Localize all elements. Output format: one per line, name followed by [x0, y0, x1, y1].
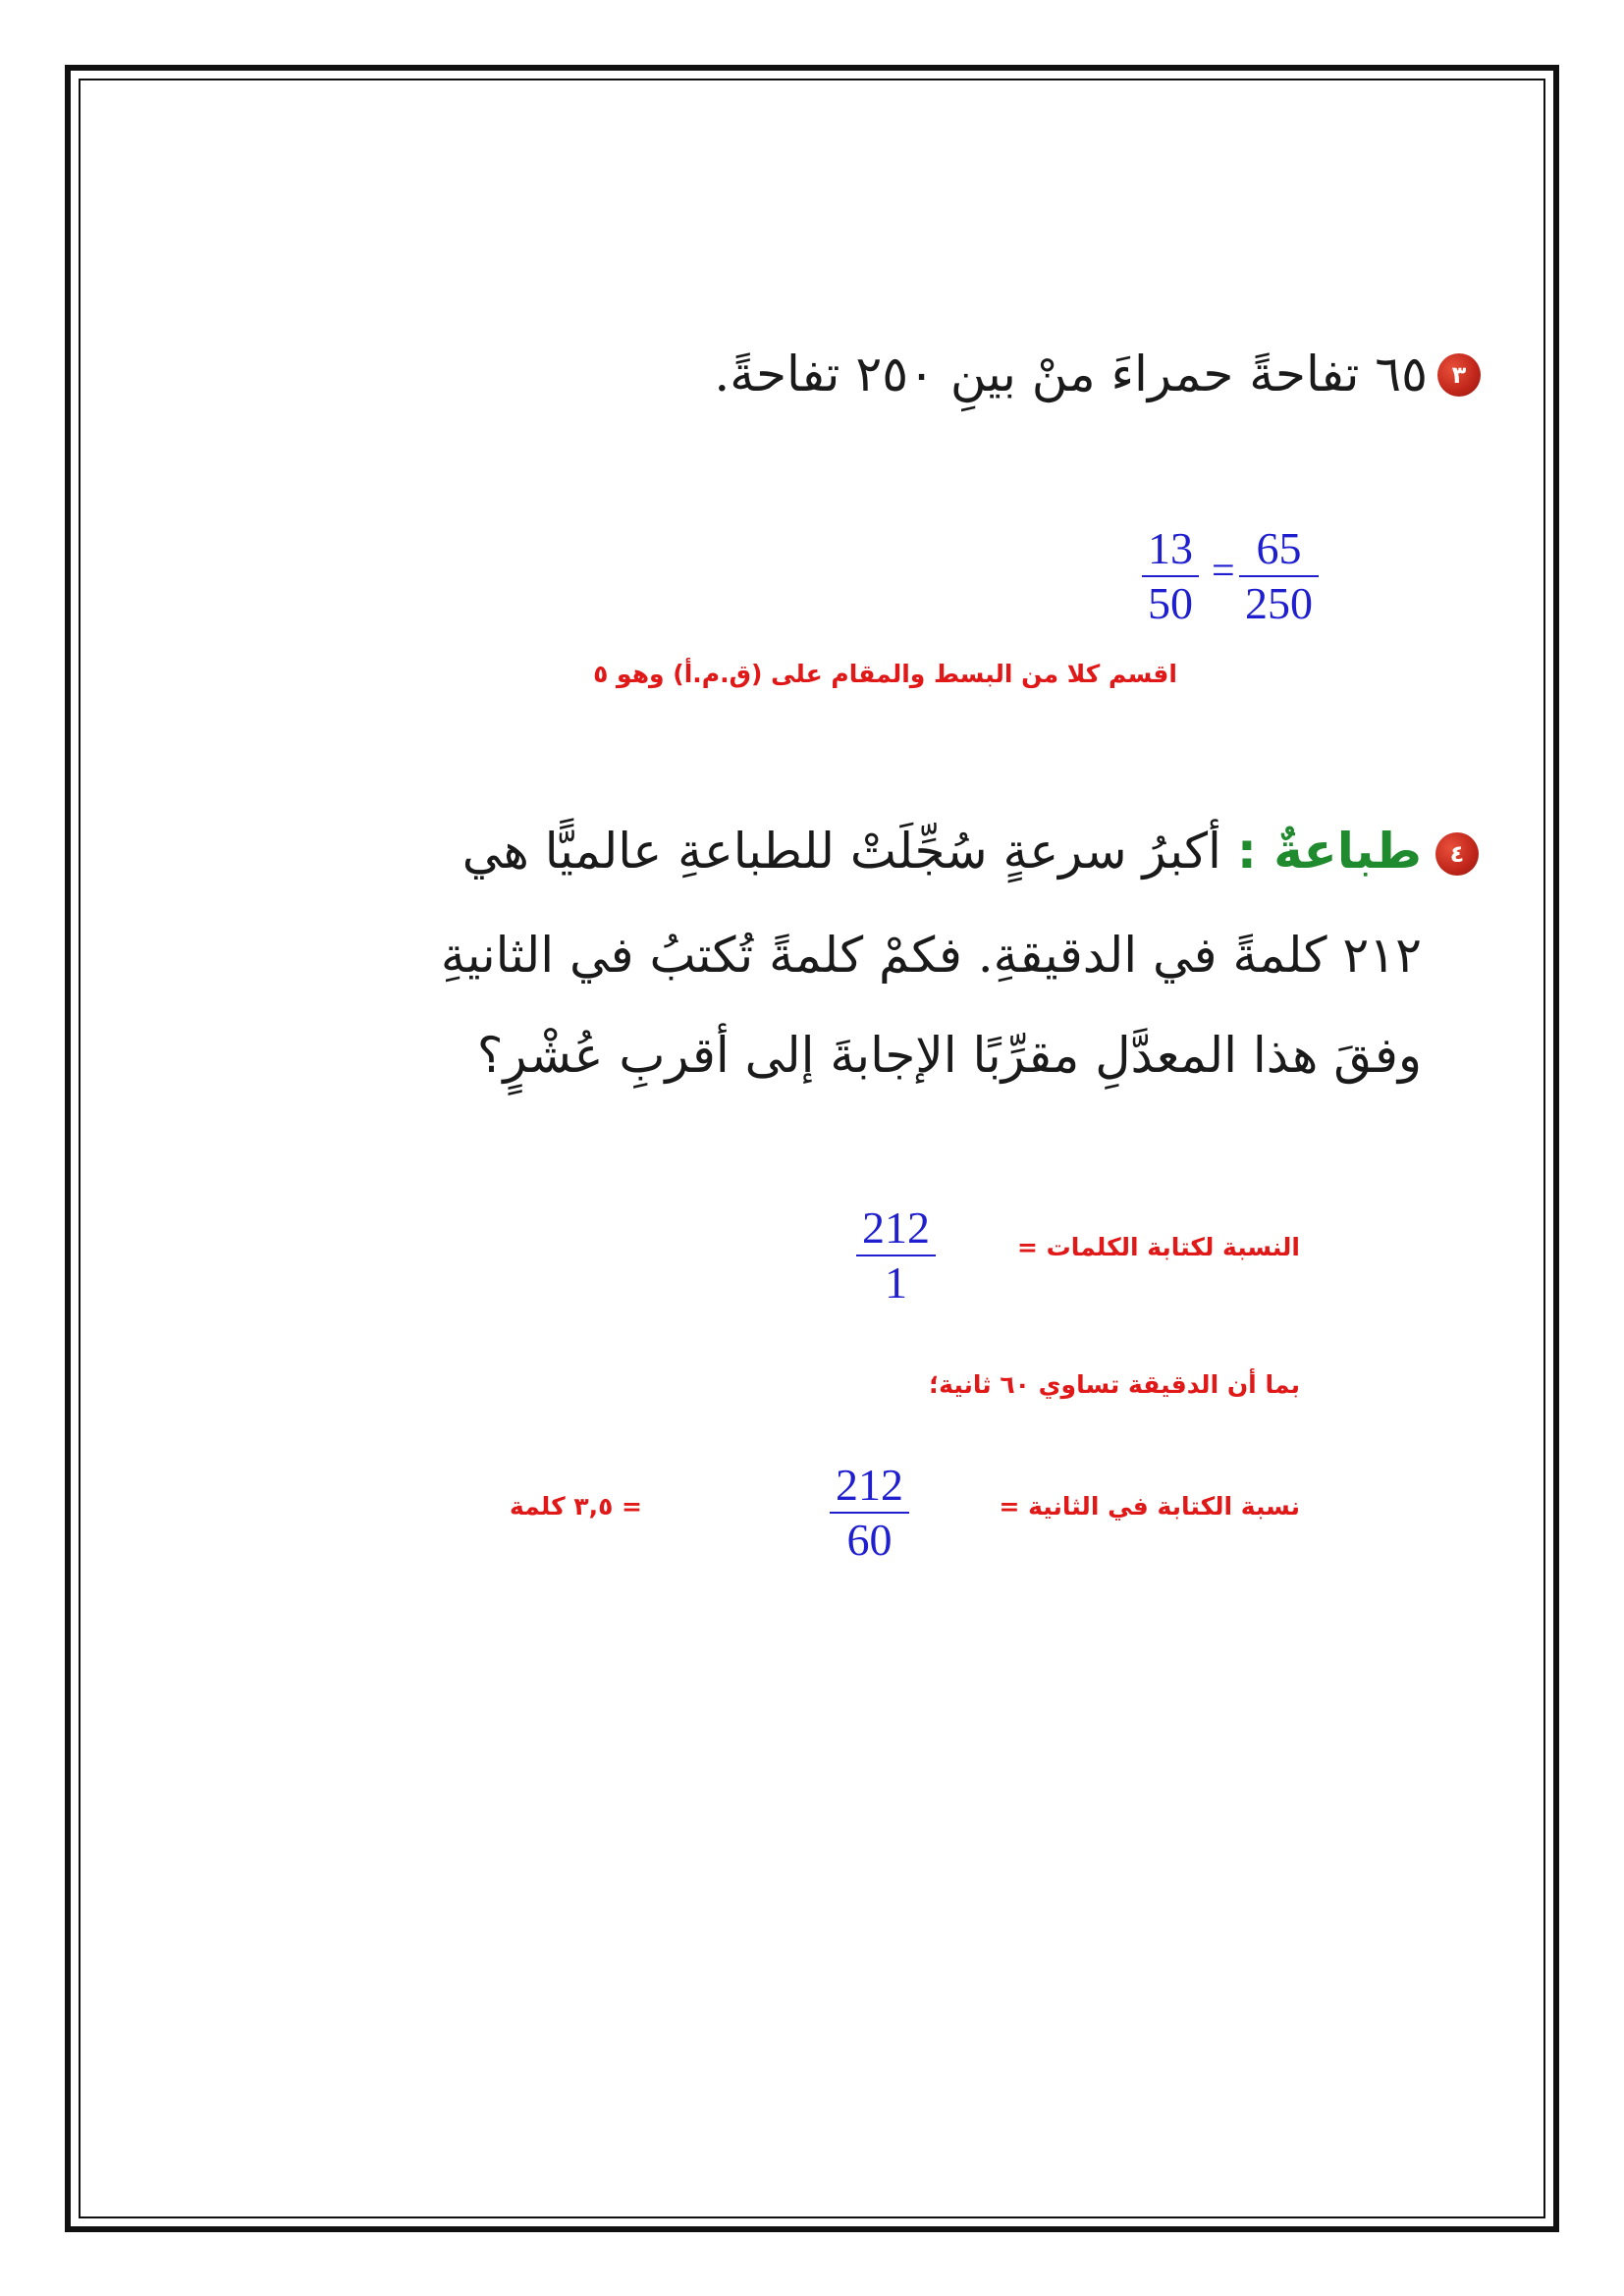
gcd-division-note: اقسم كلا من البسط والمقام على (ق.م.أ) وهو ٥: [593, 660, 1177, 688]
problem-4-line-3: وفقَ هذا المعدَّلِ مقرِّبًا الإجابةَ إلى أقربِ عُشْرٍ؟: [476, 1027, 1422, 1084]
fraction-denominator: 1: [885, 1257, 907, 1308]
words-ratio-label: النسبة لكتابة الكلمات =: [1016, 1233, 1300, 1261]
problem-4-line-1-text: أكبرُ سرعةٍ سُجِّلَتْ للطباعةِ عالميًّا هي: [461, 823, 1221, 880]
fraction-65-over-250: [1239, 523, 1319, 628]
fraction-212-over-1: [856, 1202, 936, 1308]
fraction-212-over-60: [830, 1460, 909, 1565]
problem-4-line-1: [462, 823, 1422, 880]
fraction-denominator: 60: [846, 1515, 893, 1565]
fraction-numerator: 65: [1256, 523, 1302, 573]
per-second-ratio-label: نسبة الكتابة في الثانية =: [999, 1492, 1300, 1521]
problem-4-line-2: ٢١٢ كلمةً في الدقيقةِ. فكمْ كلمةً تُكتبُ في الثانيةِ: [440, 927, 1422, 984]
problem-3-number-badge: ٣: [1437, 353, 1481, 397]
fraction-numerator: 212: [862, 1202, 930, 1253]
per-second-result: = ٣,٥ كلمة: [509, 1492, 642, 1521]
fraction-denominator: 250: [1245, 578, 1313, 628]
fraction-13-over-50: [1142, 523, 1199, 628]
fraction-denominator: 50: [1148, 578, 1193, 628]
problem-4-topic: طباعةٌ :: [1236, 823, 1422, 880]
problem-4-number-badge: ٤: [1435, 832, 1479, 876]
equals-sign: =: [1212, 549, 1235, 594]
minute-equals-seconds-note: بما أن الدقيقة تساوي ٦٠ ثانية؛: [929, 1370, 1300, 1399]
problem-3-text: ٦٥ تفاحةً حمراءَ منْ بينِ ٢٥٠ تفاحةً.: [714, 346, 1428, 402]
fraction-numerator: 212: [836, 1460, 903, 1510]
fraction-numerator: 13: [1148, 523, 1193, 573]
